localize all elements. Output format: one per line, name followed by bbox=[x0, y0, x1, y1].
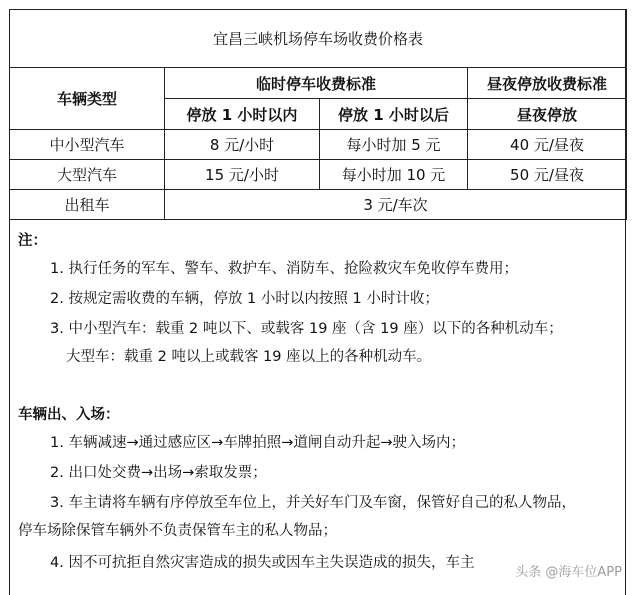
watermark: 头条 @海车位APP bbox=[515, 565, 622, 580]
after-cell: 每小时加 10 元 bbox=[320, 160, 468, 190]
daynight-cell: 50 元/昼夜 bbox=[468, 160, 627, 190]
fee-table bbox=[9, 9, 627, 220]
table-row bbox=[10, 130, 627, 160]
after-cell: 每小时加 5 元 bbox=[320, 130, 468, 160]
flat-fee-cell: 3 元/车次 bbox=[165, 190, 627, 220]
within-1h-header: 停放 1 小时以内 bbox=[165, 99, 320, 130]
note-item: 大型车：载重 2 吨以上或载客 19 座以上的各种机动车。 bbox=[66, 349, 432, 365]
entry-item: 3. 车主请将车辆有序停放至车位上，并关好车门及车窗，保管好自己的私人物品， bbox=[50, 495, 576, 511]
note-item: 3. 中小型汽车：载重 2 吨以下、或载客 19 座（含 19 座）以下的各种机动车； bbox=[50, 321, 563, 337]
entry-item: 4. 因不可抗拒自然灾害造成的损失或因车主失误造成的损失，车主 bbox=[50, 555, 475, 571]
entry-item: 1. 车辆减速→通过感应区→车牌拍照→道闸自动升起→驶入场内； bbox=[50, 435, 466, 451]
table-title: 宜昌三峡机场停车场收费价格表 bbox=[10, 10, 627, 68]
after-1h-header: 停放 1 小时以后 bbox=[320, 99, 468, 130]
temporary-header: 临时停车收费标准 bbox=[165, 68, 468, 99]
table-row bbox=[10, 190, 627, 220]
within-cell: 15 元/小时 bbox=[165, 160, 320, 190]
notes-title: 注： bbox=[18, 233, 47, 249]
daynight-cell: 40 元/昼夜 bbox=[468, 130, 627, 160]
day-night-group-header: 昼夜停放收费标准 bbox=[468, 68, 627, 99]
vehicle-type-cell: 中小型汽车 bbox=[10, 130, 165, 160]
notes-section bbox=[10, 226, 625, 586]
entry-item: 2. 出口处交费→出场→索取发票； bbox=[50, 465, 267, 481]
vehicle-type-cell: 大型汽车 bbox=[10, 160, 165, 190]
title-row bbox=[10, 10, 627, 68]
entry-title: 车辆出、入场： bbox=[18, 407, 120, 423]
header-row-1 bbox=[10, 68, 627, 99]
table-row bbox=[10, 160, 627, 190]
vehicle-type-header: 车辆类型 bbox=[10, 68, 165, 130]
note-item: 2. 按规定需收费的车辆，停放 1 小时以内按照 1 小时计收； bbox=[50, 291, 439, 307]
within-cell: 8 元/小时 bbox=[165, 130, 320, 160]
day-night-header: 昼夜停放 bbox=[468, 99, 627, 130]
entry-item: 停车场除保管车辆外不负责保管车主的私人物品； bbox=[18, 523, 337, 539]
vehicle-type-cell: 出租车 bbox=[10, 190, 165, 220]
note-item: 1. 执行任务的军车、警车、救护车、消防车、抢险救灾车免收停车费用； bbox=[50, 261, 518, 277]
